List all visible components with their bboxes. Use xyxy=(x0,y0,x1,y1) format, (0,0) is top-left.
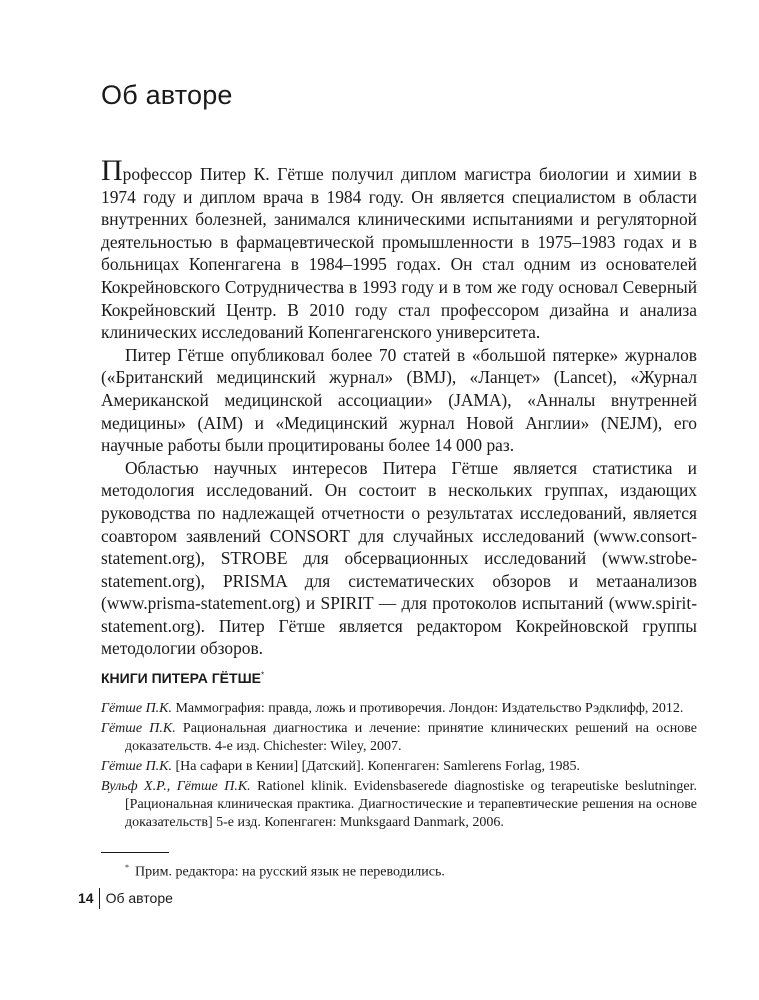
paragraph-2: Питер Гётше опубликовал более 70 статей в «большой пятерке» журналов («Британский медицинский журнал» (BMJ), «Ланцет» (Lancet), «Журнал Американской медицинской ассоциации» (JAMA), «Анналы внутренней медицины» (AIM) и «Медицинский журнал Новой Англии» (NEJM), его научные работы были процитированы более 14 000 раз. xyxy=(101,344,697,456)
book-entry xyxy=(101,720,697,756)
book-description: Rationel klinik. Evidensbaserede diagnostiske og terapeutiske beslutninger. [Рациональная клиническая практика. Диагностические и терапевтические решения на основе доказательств] 5-е изд. Копенгаген: Munksgaard Danmark, 2006. xyxy=(125,779,697,830)
folio-separator xyxy=(99,888,100,909)
books-heading-text: КНИГИ ПИТЕРА ГЁТШЕ xyxy=(101,670,261,686)
book-author: Вульф Х.Р., Гётше П.К. xyxy=(101,779,251,794)
book-description: Рациональная диагностика и лечение: принятие клинических решений на основе доказательств. 4-е изд. Chichester: Wiley, 2007. xyxy=(125,721,697,754)
paragraph-1 xyxy=(101,154,697,344)
body-text xyxy=(101,154,697,660)
book-list xyxy=(101,700,697,834)
book-author: Гётше П.К. xyxy=(101,721,176,736)
book-author: Гётше П.К. xyxy=(101,759,172,774)
running-title: Об авторе xyxy=(105,890,173,906)
paragraph-1-text: рофессор Питер К. Гётше получил диплом магистра биологии и химии в 1974 году и диплом врача в 1984 году. Он является специалистом в области внутренних болезней, занимался клиническими испытаниями и регуляторной деятельностью в фармацевтической промышленности в 1975–1983 годах и в больницах Копенгагена в 1984–1995 годах. Он стал одним из основателей Кокрейновского Сотрудничества в 1993 году и в том же году основал Северный Кокрейновский Центр. В 2010 году стал профессором дизайна и анализа клинических исследований Копенгагенского университета. xyxy=(101,164,697,343)
page-footer xyxy=(78,887,173,909)
book-description: Маммография: правда, ложь и противоречия. Лондон: Издательство Рэдклифф, 2012. xyxy=(171,701,684,716)
chapter-title: Об авторе xyxy=(101,80,233,110)
footnote-divider xyxy=(101,852,169,853)
books-heading xyxy=(101,670,264,686)
book-entry xyxy=(101,700,697,718)
book-entry xyxy=(101,758,697,776)
footnote-mark: * xyxy=(261,670,265,680)
paragraph-3: Областью научных интересов Питера Гётше является статистика и методология исследований. Он состоит в нескольких группах, издающих руководства по надлежащей отчетности о результатах исследований, является соавтором заявлений CONSORT для случайных исследований (www.consort-statement.org), STROBE для обсервационных исследований (www.strobe-statement.org), PRISMA для систематических обзоров и метаанализов (www.prisma-statement.org) и SPIRIT — для протоколов испытаний (www.spirit-statement.org). Питер Гётше является редактором Кокрейновской группы методологии обзоров. xyxy=(101,457,697,659)
book-author: Гётше П.К. xyxy=(101,701,172,716)
footnote-mark: * xyxy=(125,863,129,872)
footnote xyxy=(125,859,685,882)
book-description: [На сафари в Кении] [Датский]. Копенгаген: Samlerens Forlag, 1985. xyxy=(171,759,580,774)
page-number: 14 xyxy=(78,890,94,906)
footnote-text: Прим. редактора: на русский язык не переводились. xyxy=(135,864,445,880)
book-entry xyxy=(101,778,697,832)
drop-cap: П xyxy=(101,154,123,187)
